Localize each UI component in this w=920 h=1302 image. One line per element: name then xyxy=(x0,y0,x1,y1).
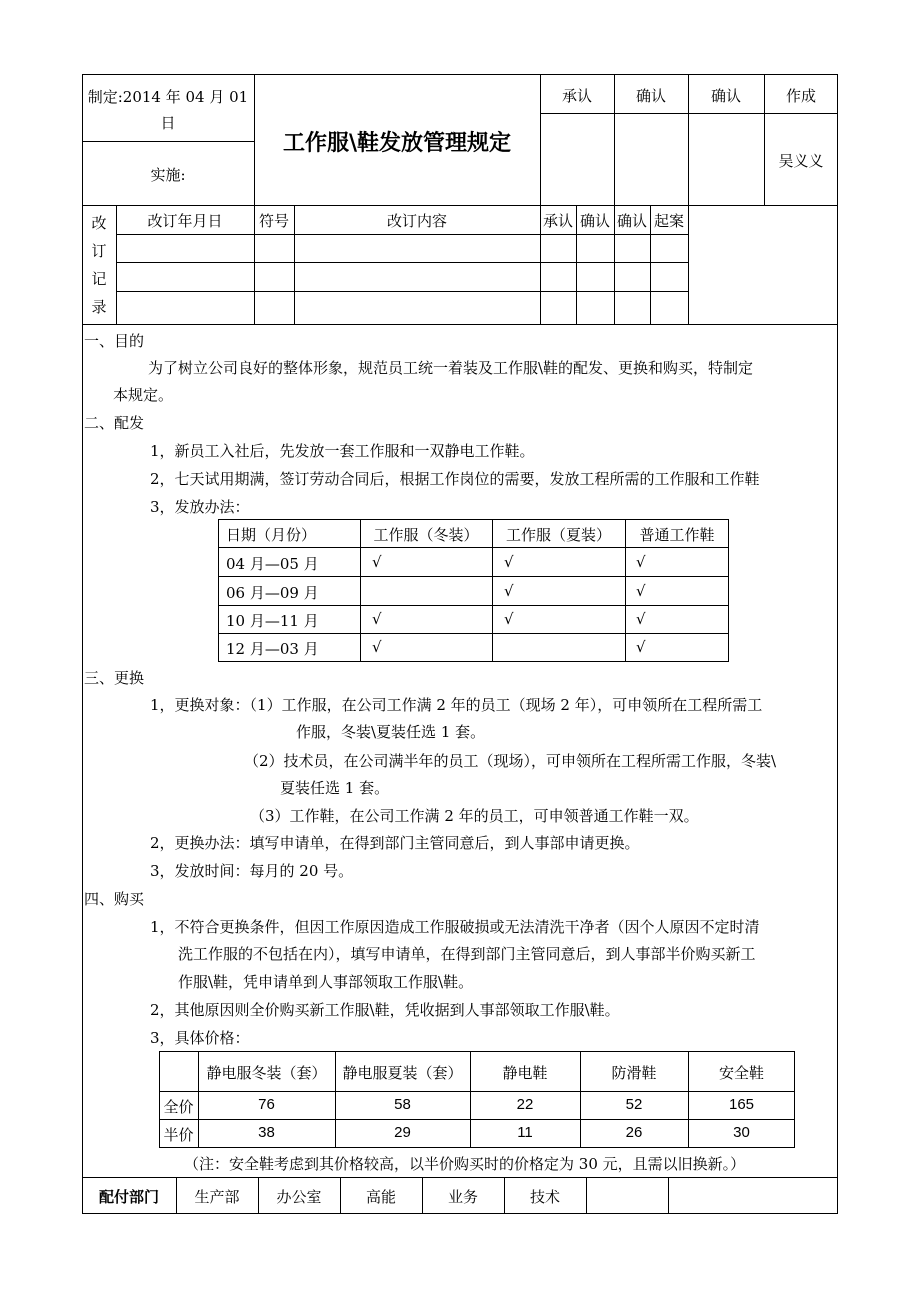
issue-row-mark: √ xyxy=(636,638,646,656)
price-cell: 165 xyxy=(728,1096,755,1113)
price-header: 静电服冬装（套） xyxy=(206,1064,327,1082)
price-header: 静电服夏装（套） xyxy=(342,1064,463,1082)
revision-header-date: 改订年月日 xyxy=(147,212,223,230)
issue-row-mark: √ xyxy=(372,553,382,571)
issue-row-mark: √ xyxy=(504,610,514,628)
footer-dept: 生产部 xyxy=(194,1188,240,1206)
price-cell: 22 xyxy=(516,1096,534,1113)
section-1-title: 一、目的 xyxy=(84,332,145,350)
revision-side-label: 记 xyxy=(91,270,107,288)
section-1-text: 本规定。 xyxy=(113,386,174,404)
issue-row-period: 10 月—11 月 xyxy=(226,612,319,630)
revision-side-label: 改 xyxy=(91,214,107,232)
issue-row-mark: √ xyxy=(504,553,514,571)
section-2-item: 1，新员工入社后，先发放一套工作服和一双静电工作鞋。 xyxy=(150,442,535,460)
price-cell: 58 xyxy=(394,1096,411,1113)
issue-header-date: 日期（月份） xyxy=(226,526,317,544)
footer-divider xyxy=(586,1177,587,1214)
section-4-item: 洗工作服的不包括在内），填写申请单，在得到部门主管同意后，到人事部半价购买新工 xyxy=(178,945,756,963)
revision-divider xyxy=(116,262,688,263)
issue-row-period: 04 月—05 月 xyxy=(226,555,319,573)
issue-row-mark: √ xyxy=(636,553,646,571)
price-row-label: 全价 xyxy=(163,1098,194,1116)
issue-header-shoes: 普通工作鞋 xyxy=(639,526,715,544)
price-header: 防滑鞋 xyxy=(611,1064,657,1082)
price-cell: 26 xyxy=(625,1124,643,1141)
revision-header-draft: 起案 xyxy=(653,212,684,230)
section-3-item: （2）技术员，在公司满半年的员工（现场），可申领所在工程所需工作服，冬装\ xyxy=(244,752,777,770)
revision-header-confirm: 确认 xyxy=(579,212,610,230)
confirm-col-2: 确认 xyxy=(710,87,741,105)
header-divider xyxy=(82,141,254,142)
issue-row-mark: √ xyxy=(372,638,382,656)
section-3-item: 夏装任选 1 套。 xyxy=(280,779,390,797)
issue-row-mark: √ xyxy=(636,582,646,600)
revision-divider xyxy=(116,291,688,292)
revision-side-label: 录 xyxy=(91,298,107,316)
issue-header-summer: 工作服（夏装） xyxy=(505,526,611,544)
section-3-item: 1，更换对象：（1）工作服，在公司工作满 2 年的员工（现场 2 年），可申领所在工程所需工 xyxy=(150,696,763,714)
issue-row-mark: √ xyxy=(504,582,514,600)
price-cell: 11 xyxy=(517,1124,533,1141)
section-3-item: （3）工作鞋，在公司工作满 2 年的员工，可申领普通工作鞋一双。 xyxy=(250,807,699,825)
issue-row-period: 06 月—09 月 xyxy=(226,584,319,602)
section-2-title: 二、配发 xyxy=(84,414,145,432)
section-1-text: 为了树立公司良好的整体形象，规范员工统一着装及工作服\鞋的配发、更换和购买，特制定 xyxy=(148,359,754,377)
section-4-title: 四、购买 xyxy=(84,890,145,908)
price-row-label: 半价 xyxy=(163,1126,194,1144)
price-cell: 52 xyxy=(625,1096,643,1113)
price-header: 静电鞋 xyxy=(502,1064,548,1082)
revision-header-confirm: 确认 xyxy=(616,212,647,230)
revision-header-symbol: 符号 xyxy=(258,212,289,230)
header-divider xyxy=(82,205,838,206)
author-col: 作成 xyxy=(785,87,816,105)
revision-header-content: 改订内容 xyxy=(386,212,447,230)
confirm-col-1: 确认 xyxy=(635,87,666,105)
price-table-divider xyxy=(159,1119,795,1120)
section-4-item: 2，其他原因则全价购买新工作服\鞋，凭收据到人事部领取工作服\鞋。 xyxy=(150,1001,620,1019)
issue-table-divider xyxy=(218,633,729,634)
implemented-label: 实施: xyxy=(150,166,186,184)
issue-table-divider xyxy=(218,547,729,548)
established-date-day: 日 xyxy=(160,114,176,132)
established-date: 制定:2014 年 04 月 01 xyxy=(87,88,249,106)
footer-label: 配付部门 xyxy=(98,1188,159,1206)
approve-col-1: 承认 xyxy=(561,87,592,105)
price-cell: 29 xyxy=(394,1124,411,1141)
section-4-item: 3，具体价格： xyxy=(150,1029,250,1047)
revision-header-approve: 承认 xyxy=(542,212,573,230)
price-header: 安全鞋 xyxy=(718,1064,764,1082)
footer-dept: 技术 xyxy=(529,1188,560,1206)
footer-dept: 办公室 xyxy=(276,1188,322,1206)
author-name: 吴义义 xyxy=(778,152,824,170)
price-cell: 30 xyxy=(733,1124,750,1141)
issue-header-winter: 工作服（冬装） xyxy=(373,526,479,544)
section-3-item: 3，发放时间：每月的 20 号。 xyxy=(150,862,354,880)
revision-divider xyxy=(82,324,838,325)
price-table-divider xyxy=(159,1091,795,1092)
issue-table-divider xyxy=(218,605,729,606)
revision-divider xyxy=(116,234,688,235)
revision-divider xyxy=(688,205,689,324)
price-note: （注：安全鞋考虑到其价格较高，以半价购买时的价格定为 30 元，且需以旧换新。） xyxy=(184,1155,746,1173)
header-divider xyxy=(540,113,838,114)
revision-side-label: 订 xyxy=(91,242,107,260)
footer-dept: 业务 xyxy=(447,1188,478,1206)
issue-table-divider xyxy=(218,576,729,577)
issue-row-period: 12 月—03 月 xyxy=(226,640,319,658)
page-title: 工作服\鞋发放管理规定 xyxy=(282,131,512,156)
footer-dept: 高能 xyxy=(365,1188,396,1206)
footer-divider xyxy=(82,1177,838,1178)
issue-row-mark: √ xyxy=(372,610,382,628)
section-4-item: 1，不符合更换条件，但因工作原因造成工作服破损或无法清洗干净者（因个人原因不定时清 xyxy=(150,918,760,936)
price-cell: 38 xyxy=(258,1124,275,1141)
footer-divider xyxy=(668,1177,669,1214)
section-3-item: 2，更换办法：填写申请单，在得到部门主管同意后，到人事部申请更换。 xyxy=(150,834,640,852)
section-4-item: 作服\鞋，凭申请单到人事部领取工作服\鞋。 xyxy=(178,973,474,991)
section-3-item: 作服，冬装\夏装任选 1 套。 xyxy=(296,723,486,741)
price-cell: 76 xyxy=(258,1096,275,1113)
section-2-item: 3，发放办法： xyxy=(150,498,250,516)
issue-row-mark: √ xyxy=(636,610,646,628)
section-3-title: 三、更换 xyxy=(84,669,145,687)
section-2-item: 2，七天试用期满，签订劳动合同后，根据工作岗位的需要，发放工程所需的工作服和工作鞋 xyxy=(150,470,760,488)
